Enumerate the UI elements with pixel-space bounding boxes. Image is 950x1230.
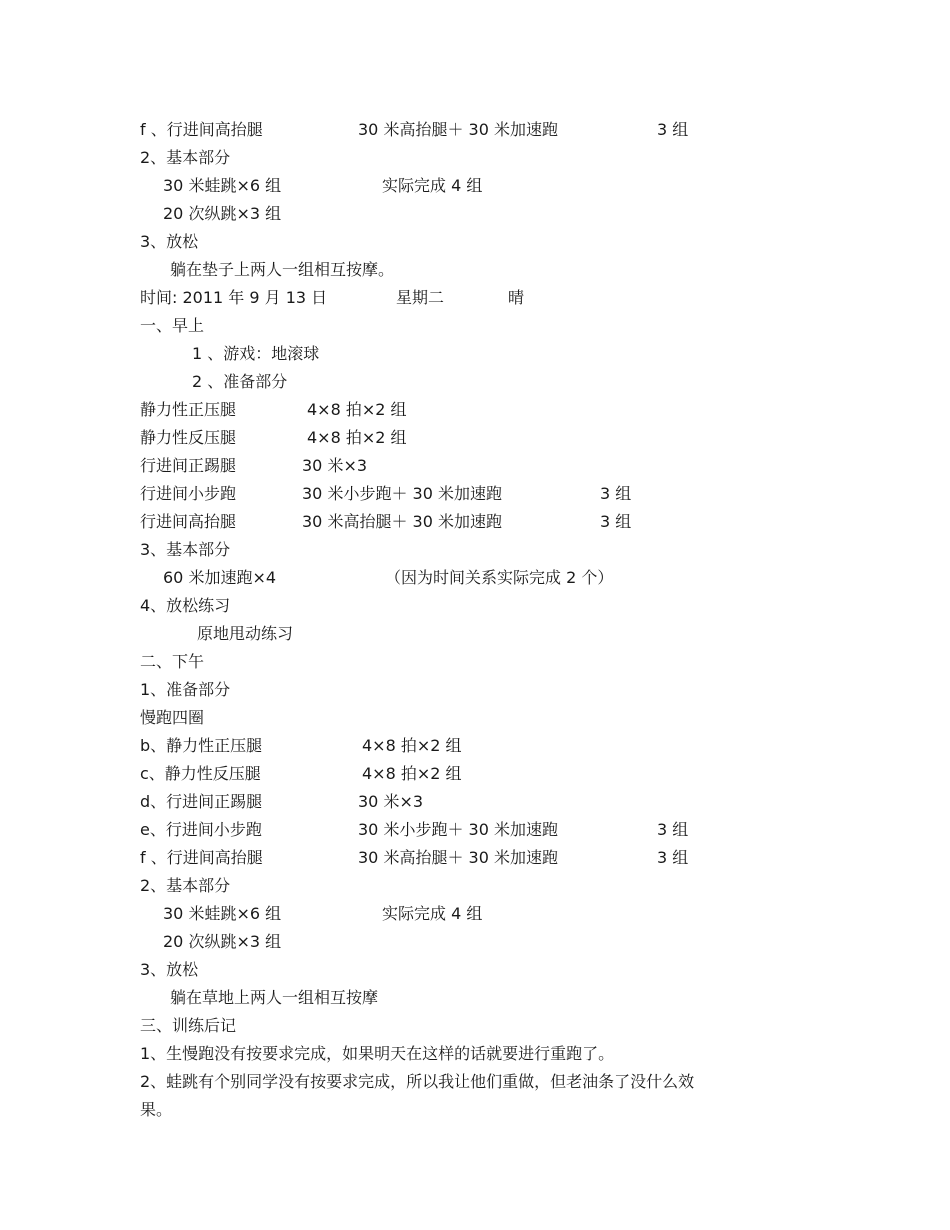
line-column: 30 米蛙跳×6 组	[163, 176, 282, 195]
line-column: 行进间小步跑	[140, 484, 237, 503]
line-text: 原地甩动练习	[197, 624, 294, 643]
line-column: f 、行进间高抬腿	[140, 120, 263, 139]
line-column: 静力性反压腿	[140, 428, 237, 447]
line-text: 慢跑四圈	[140, 708, 205, 727]
line-column: e、行进间小步跑	[140, 820, 262, 839]
line-column: 30 米蛙跳×6 组	[163, 904, 282, 923]
line-text: 1、生慢跑没有按要求完成，如果明天在这样的话就要进行重跑了。	[140, 1044, 615, 1063]
line-column: 行进间正踢腿	[140, 456, 237, 475]
line-column: 4×8 拍×2 组	[307, 428, 407, 447]
line-column: b、静力性正压腿	[140, 736, 263, 755]
line-text: 躺在草地上两人一组相互按摩	[170, 988, 379, 1007]
line-text: 一、早上	[140, 316, 205, 335]
line-column: 实际完成 4 组	[382, 904, 483, 923]
line-text: 3、基本部分	[140, 540, 231, 559]
line-column: 60 米加速跑×4	[163, 568, 277, 587]
line-text: 2 、准备部分	[192, 372, 288, 391]
line-column: 30 米高抬腿＋ 30 米加速跑	[358, 120, 558, 139]
line-text: 躺在垫子上两人一组相互按摩。	[170, 260, 395, 279]
line-text: 2、基本部分	[140, 148, 231, 167]
line-text: 1、准备部分	[140, 680, 231, 699]
line-column: 30 米×3	[358, 792, 424, 811]
line-column: 3 组	[657, 848, 689, 867]
line-column: 3 组	[657, 120, 689, 139]
line-column: 30 米小步跑＋ 30 米加速跑	[358, 820, 558, 839]
line-column: 3 组	[657, 820, 689, 839]
line-text: 果。	[140, 1100, 173, 1119]
line-text: 2、蛙跳有个别同学没有按要求完成，所以我让他们重做，但老油条了没什么效	[140, 1072, 695, 1091]
line-column: 静力性正压腿	[140, 400, 237, 419]
line-column: c、静力性反压腿	[140, 764, 261, 783]
line-text: 1 、游戏：地滚球	[192, 344, 320, 363]
line-text: 3、放松	[140, 232, 199, 251]
line-column: f 、行进间高抬腿	[140, 848, 263, 867]
line-text: 三、训练后记	[140, 1016, 237, 1035]
line-column: 晴	[508, 288, 525, 307]
line-column: 3 组	[600, 484, 632, 503]
line-text: 20 次纵跳×3 组	[163, 932, 282, 951]
line-text: 3、放松	[140, 960, 199, 979]
line-text: 二、下午	[140, 652, 205, 671]
line-column: 30 米×3	[302, 456, 368, 475]
line-column: 3 组	[600, 512, 632, 531]
line-column: 星期二	[396, 288, 445, 307]
line-column: （因为时间关系实际完成 2 个）	[385, 568, 614, 587]
line-column: 30 米小步跑＋ 30 米加速跑	[302, 484, 502, 503]
line-text: 2、基本部分	[140, 876, 231, 895]
line-column: 时间: 2011 年 9 月 13 日	[140, 288, 328, 307]
line-column: 30 米高抬腿＋ 30 米加速跑	[358, 848, 558, 867]
line-column: 行进间高抬腿	[140, 512, 237, 531]
line-column: 4×8 拍×2 组	[362, 764, 462, 783]
line-text: 20 次纵跳×3 组	[163, 204, 282, 223]
line-column: d、行进间正踢腿	[140, 792, 263, 811]
line-column: 实际完成 4 组	[382, 176, 483, 195]
line-column: 4×8 拍×2 组	[362, 736, 462, 755]
line-text: 4、放松练习	[140, 596, 231, 615]
line-column: 4×8 拍×2 组	[307, 400, 407, 419]
line-column: 30 米高抬腿＋ 30 米加速跑	[302, 512, 502, 531]
